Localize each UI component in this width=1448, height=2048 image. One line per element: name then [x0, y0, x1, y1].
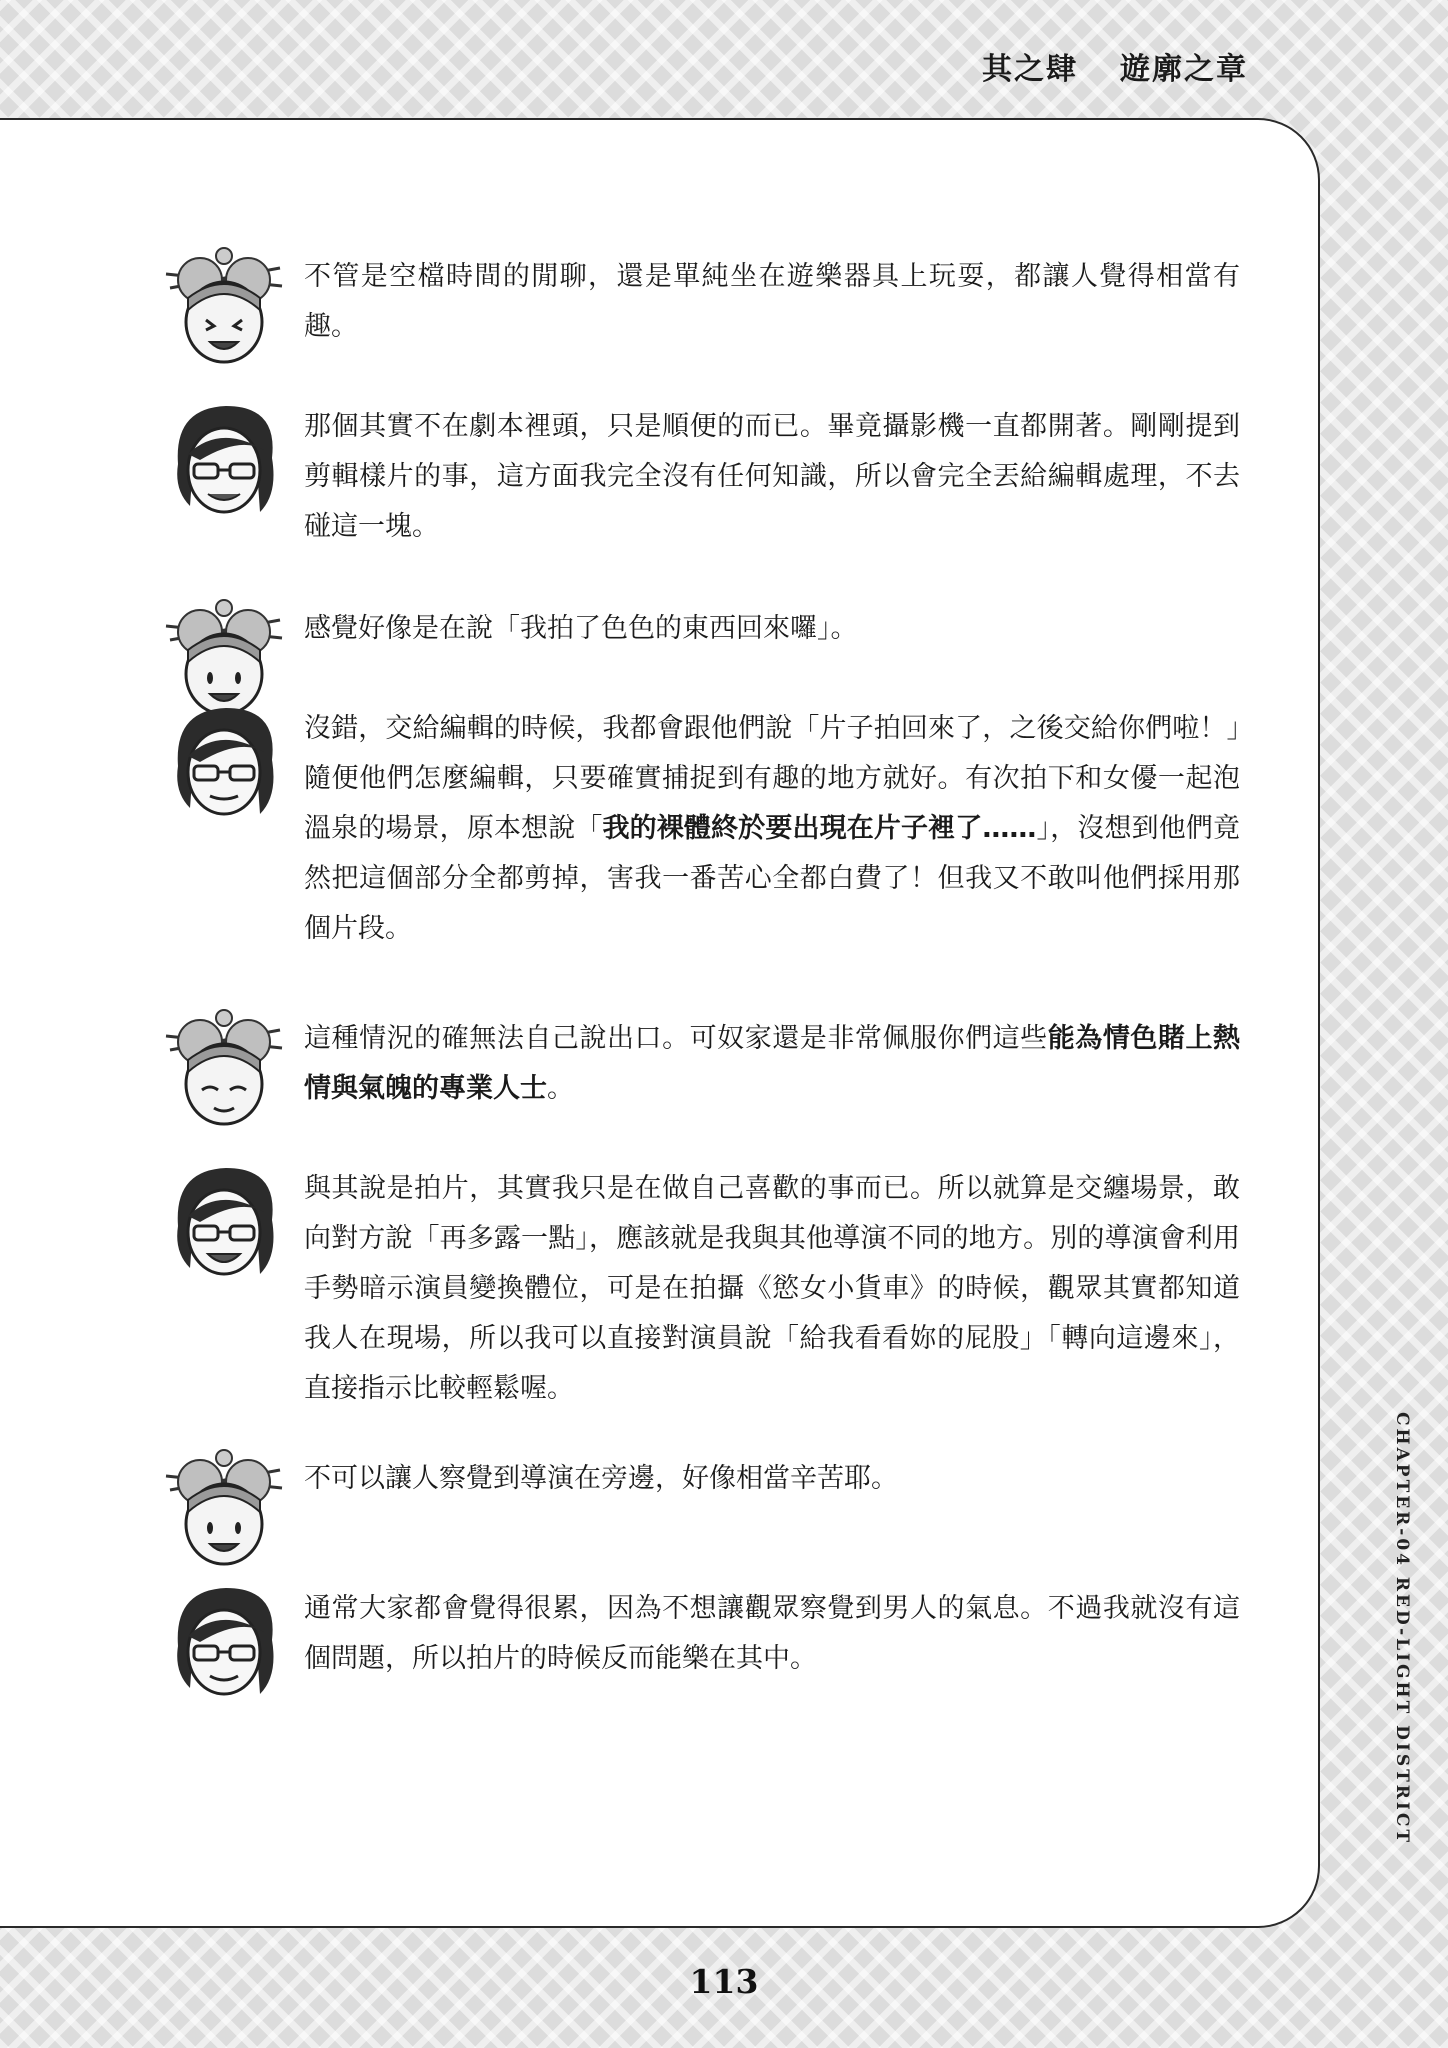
dialogue-segment: 感覺好像是在說「我拍了色色的東西回來囉」。 — [304, 613, 858, 644]
dialogue-entry — [160, 704, 1240, 954]
director-avatar-icon — [160, 1156, 288, 1284]
oiran-avatar-icon — [160, 1446, 288, 1574]
dialogue-entry — [160, 604, 1240, 654]
page-number: 113 — [689, 1962, 759, 2001]
dialogue-entry — [160, 1014, 1240, 1114]
director-avatar-icon — [160, 394, 288, 522]
page-content-card — [0, 118, 1320, 1928]
chapter-number: 其之肆 — [982, 52, 1078, 87]
dialogue-text — [304, 1584, 1240, 1684]
emphasis-text: 能為情色賭上熱情與氣魄的專業人士 — [304, 1023, 1241, 1104]
dialogue-entry — [160, 252, 1240, 352]
dialogue-segment: 沒錯，交給編輯的時候，我都會跟他們說「片子拍回來了，之後交給你們啦！」隨便他們怎麼編輯，只要確實捕捉到有趣的地方就好。有次拍下和女優一起泡溫泉的場景，原本想說「 — [304, 713, 1240, 844]
oiran-avatar-icon — [160, 1006, 288, 1134]
dialogue-text — [304, 402, 1240, 552]
dialogue-segment: 那個其實不在劇本裡頭，只是順便的而已。畢竟攝影機一直都開著。剛剛提到剪輯樣片的事，這方面我完全沒有任何知識，所以會完全丟給編輯處理，不去碰這一塊。 — [304, 411, 1240, 542]
emphasis-text: 我的裸體終於要出現在片子裡了…… — [602, 813, 1037, 844]
dialogue-entry — [160, 1164, 1240, 1414]
dialogue-segment: 」，沒想到他們竟然把這個部分全都剪掉，害我一番苦心全都白費了！但我又不敢叫他們採用那個片段。 — [304, 813, 1241, 944]
oiran-avatar-icon — [160, 244, 288, 372]
dialogue-entry — [160, 1454, 1240, 1504]
dialogue-entry — [160, 1584, 1240, 1684]
dialogue-text — [304, 1014, 1240, 1114]
director-avatar-icon — [160, 1576, 288, 1704]
dialogue-segment: 不可以讓人察覺到導演在旁邊，好像相當辛苦耶。 — [304, 1463, 898, 1494]
dialogue-segment: 這種情況的確無法自己說出口。可奴家還是非常佩服你們這些 — [304, 1023, 1048, 1054]
dialogue-text — [304, 604, 1240, 654]
dialogue-text — [304, 1454, 1240, 1504]
dialogue-text — [304, 704, 1240, 954]
director-avatar-icon — [160, 696, 288, 824]
dialogue-segment: 不管是空檔時間的閒聊，還是單純坐在遊樂器具上玩耍，都讓人覺得相當有趣。 — [304, 261, 1240, 342]
dialogue-text — [304, 252, 1240, 352]
dialogue-segment: 。 — [547, 1073, 574, 1104]
dialogue-segment: 與其說是拍片，其實我只是在做自己喜歡的事而已。所以就算是交纏場景，敢向對方說「再多露一點」，應該就是我與其他導演不同的地方。別的導演會利用手勢暗示演員變換體位，可是在拍攝《慾女小貨車》的時候，觀眾其實都知道我人在現場，所以我可以直接對演員說「給我看看妳的屁股」「轉向這邊來」，直接指示比較輕鬆喔。 — [304, 1173, 1240, 1404]
side-chapter-label: CHAPTER-04 RED-LIGHT DISTRICT — [1392, 1412, 1412, 1846]
chapter-title: 遊廓之章 — [1120, 52, 1248, 87]
dialogue-text — [304, 1164, 1240, 1414]
dialogue-segment: 通常大家都會覺得很累，因為不想讓觀眾察覺到男人的氣息。不過我就沒有這個問題，所以拍片的時候反而能樂在其中。 — [304, 1593, 1240, 1674]
dialogue-entry — [160, 402, 1240, 552]
chapter-header — [982, 44, 1248, 88]
